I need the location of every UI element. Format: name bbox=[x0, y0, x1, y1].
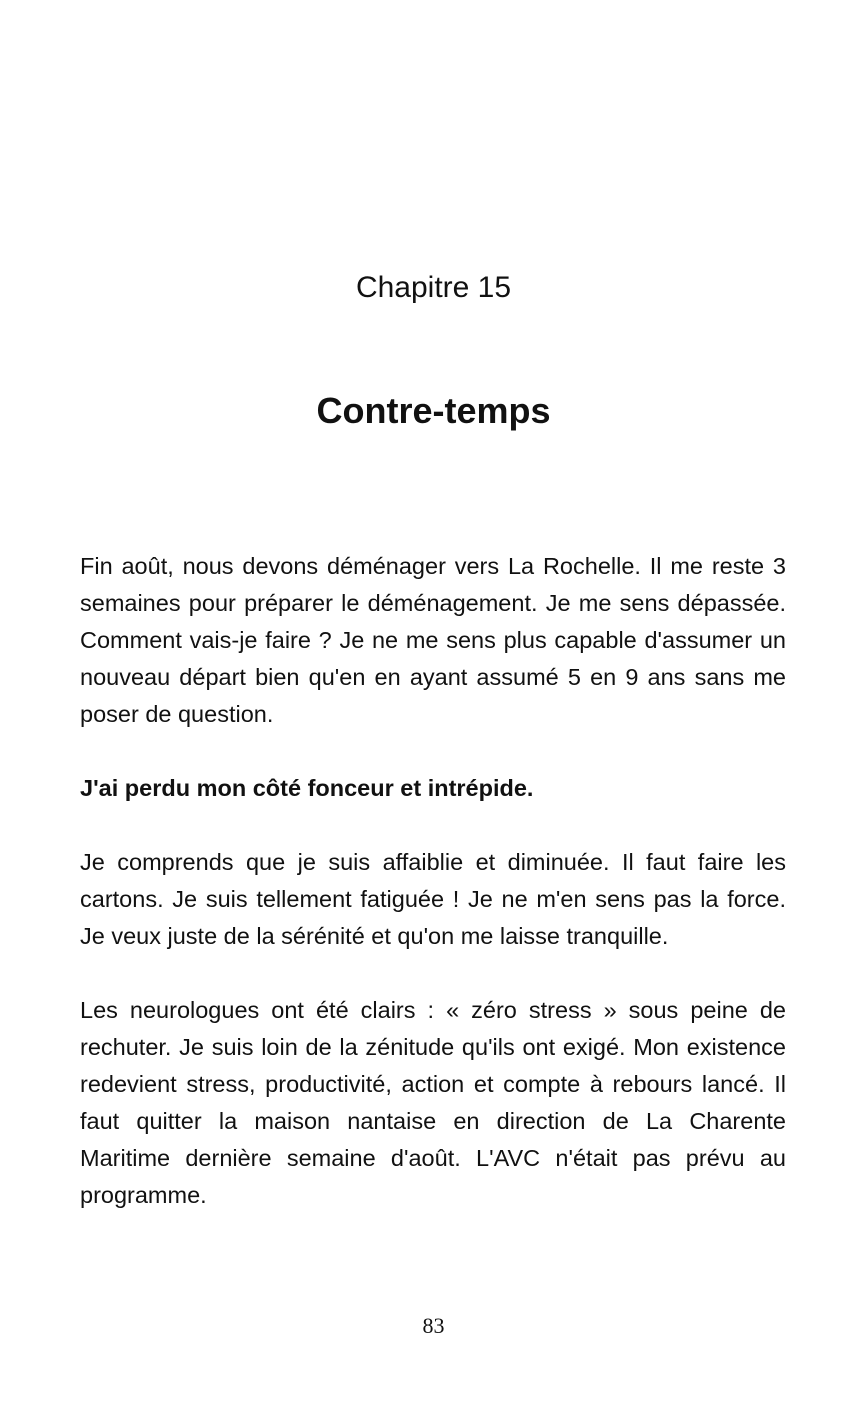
page-number: 83 bbox=[422, 1313, 445, 1338]
paragraph-bold-statement: J'ai perdu mon côté fonceur et intrépide. bbox=[80, 775, 534, 801]
paragraph-neurologists: Les neurologues ont été clairs : « zéro stress » sous peine de rechuter. Je suis loin de la zénitude qu'ils ont exigé. Mon existence redevient stress, productivité, action et compte à rebours lancé. Il faut quitter la maison nantaise en direction de La Charente Maritime dernière semaine d'août. L'AVC n'était pas prévu au programme. bbox=[80, 997, 786, 1208]
chapter-body bbox=[80, 548, 786, 1251]
paragraph-fatigue: Je comprends que je suis affaiblie et diminuée. Il faut faire les cartons. Je suis tellement fatiguée ! Je ne m'en sens pas la force. Je veux juste de la sérénité et qu'on me laisse tranquille. bbox=[80, 849, 786, 949]
chapter-number: Chapitre 15 bbox=[355, 271, 512, 304]
chapter-title: Contre-temps bbox=[316, 390, 551, 431]
paragraph-move-announcement: Fin août, nous devons déménager vers La Rochelle. Il me reste 3 semaines pour préparer le déménagement. Je me sens dépassée. Comment vais-je faire ? Je ne me sens plus capable d'assumer un nouveau départ bien qu'en en ayant assumé 5 en 9 ans sans me poser de question. bbox=[80, 553, 786, 727]
